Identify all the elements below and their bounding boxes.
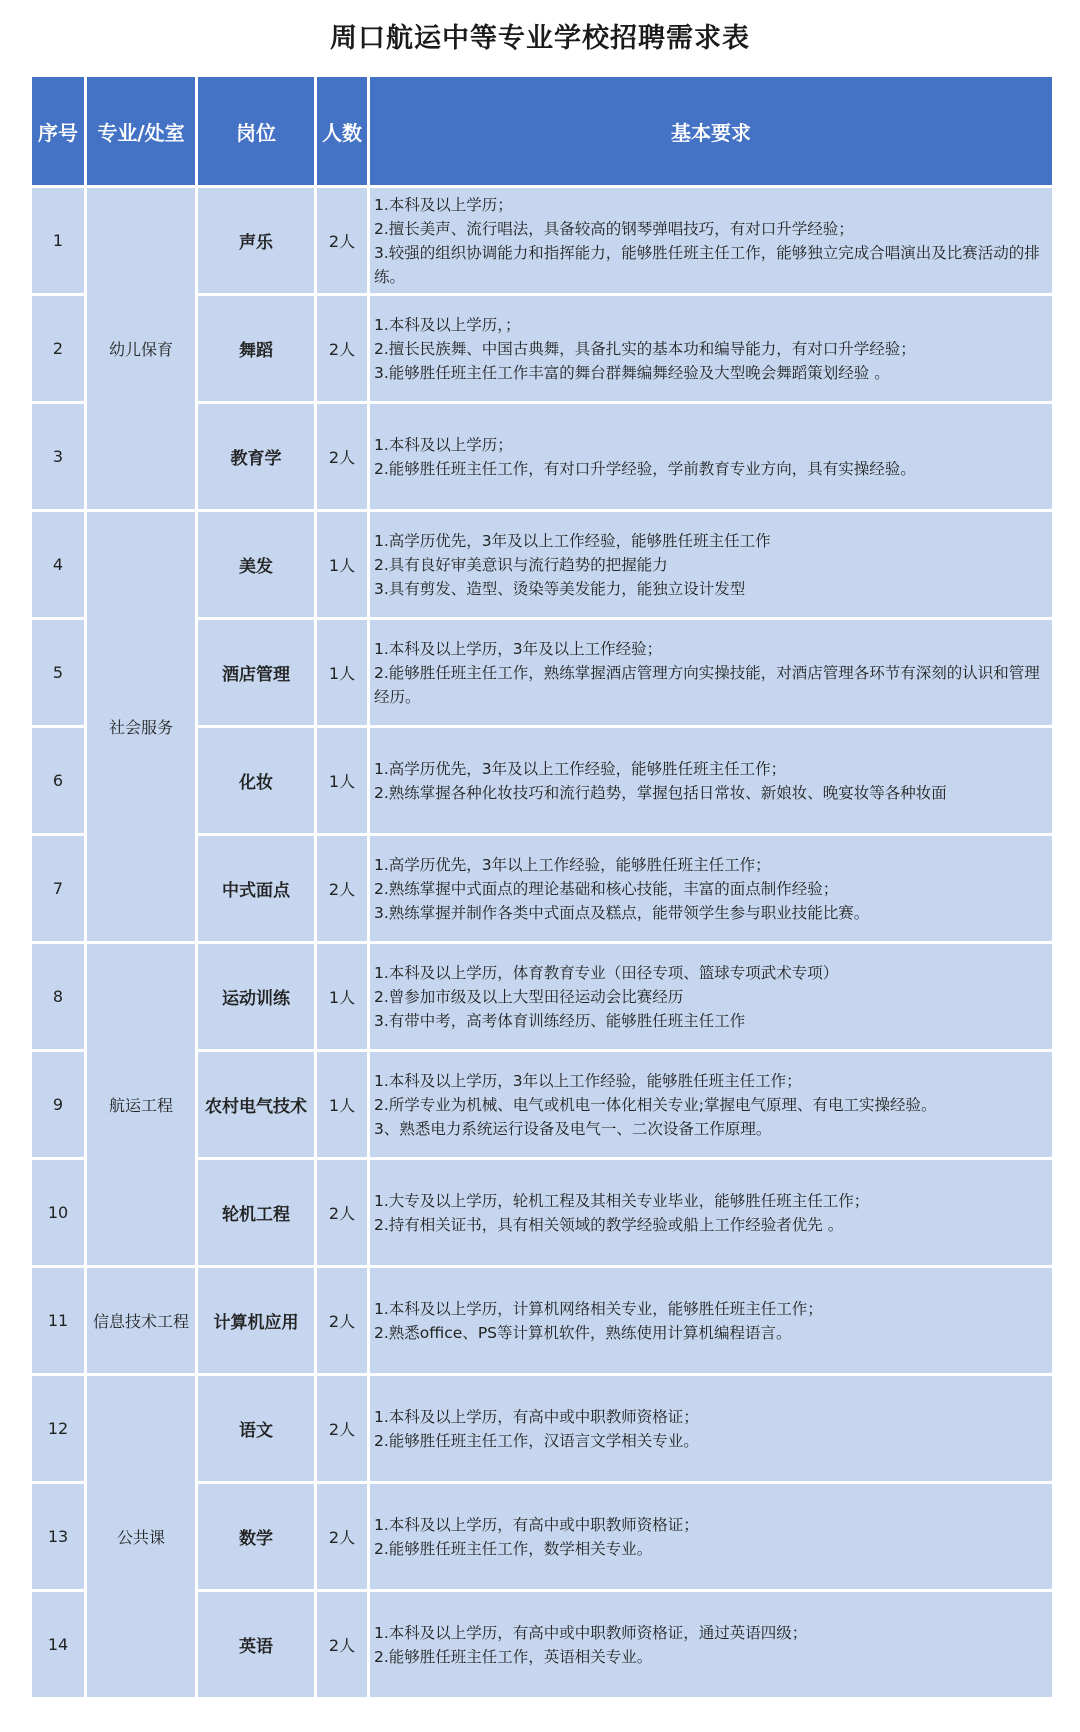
requirement-line: 2.熟练掌握中式面点的理论基础和核心技能，丰富的面点制作经验；: [374, 879, 839, 898]
dept-cell: 公共课: [87, 1376, 195, 1697]
requirement-line: 1.本科及以上学历；: [374, 195, 513, 214]
position-cell: 运动训练: [198, 944, 314, 1049]
count-cell: 2人: [317, 1160, 367, 1265]
row-index: 4: [32, 512, 84, 617]
requirement-line: 3.能够胜任班主任工作丰富的舞台群舞编舞经验及大型晚会舞蹈策划经验 。: [374, 363, 890, 382]
position-cell: 英语: [198, 1592, 314, 1697]
requirement-line: 2.能够胜任班主任工作，有对口升学经验，学前教育专业方向，具有实操经验。: [374, 459, 916, 478]
count-cell: 2人: [317, 1484, 367, 1589]
requirement-line: 1.高学历优先，3年及以上工作经验，能够胜任班主任工作；: [374, 759, 787, 778]
count-cell: 2人: [317, 1376, 367, 1481]
position-cell: 舞蹈: [198, 296, 314, 401]
position-cell: 教育学: [198, 404, 314, 509]
requirement-line: 1.本科及以上学历，3年以上工作经验，能够胜任班主任工作；: [374, 1071, 802, 1090]
table-row: [32, 188, 1052, 293]
position-cell: 数学: [198, 1484, 314, 1589]
requirement-line: 2.能够胜任班主任工作，汉语言文学相关专业。: [374, 1431, 699, 1450]
requirement-line: 2.擅长美声、流行唱法，具备较高的钢琴弹唱技巧，有对口升学经验；: [374, 219, 854, 238]
requirement-line: 3.较强的组织协调能力和指挥能力，能够胜任班主任工作，能够独立完成合唱演出及比赛活动的排练。: [374, 243, 1040, 286]
count-cell: 2人: [317, 1592, 367, 1697]
requirement-line: 1.本科及以上学历，计算机网络相关专业，能够胜任班主任工作；: [374, 1299, 823, 1318]
row-index: 8: [32, 944, 84, 1049]
count-cell: 2人: [317, 836, 367, 941]
requirement-line: 1.高学历优先，3年及以上工作经验，能够胜任班主任工作: [374, 531, 771, 550]
position-cell: 化妆: [198, 728, 314, 833]
requirements-cell: [370, 1268, 1052, 1373]
requirement-line: 3.有带中考，高考体育训练经历、能够胜任班主任工作: [374, 1011, 746, 1030]
dept-cell: 幼儿保育: [87, 188, 195, 509]
requirement-line: 2.擅长民族舞、中国古典舞，具备扎实的基本功和编导能力，有对口升学经验；: [374, 339, 916, 358]
count-cell: 1人: [317, 728, 367, 833]
requirements-cell: [370, 1484, 1052, 1589]
row-index: 12: [32, 1376, 84, 1481]
row-index: 10: [32, 1160, 84, 1265]
count-cell: 2人: [317, 1268, 367, 1373]
header-dept: 专业/处室: [87, 77, 195, 185]
requirement-line: 1.本科及以上学历，有高中或中职教师资格证；: [374, 1407, 699, 1426]
row-index: 3: [32, 404, 84, 509]
requirement-line: 1.高学历优先，3年以上工作经验，能够胜任班主任工作；: [374, 855, 771, 874]
row-index: 5: [32, 620, 84, 725]
count-cell: 2人: [317, 296, 367, 401]
requirement-line: 2.持有相关证书，具有相关领域的教学经验或船上工作经验者优先 。: [374, 1215, 844, 1234]
header-count: 人数: [317, 77, 367, 185]
requirements-cell: [370, 188, 1052, 293]
count-cell: 1人: [317, 1052, 367, 1157]
requirement-line: 2.能够胜任班主任工作，英语相关专业。: [374, 1647, 653, 1666]
position-cell: 轮机工程: [198, 1160, 314, 1265]
requirement-line: 1.本科及以上学历，；: [374, 315, 521, 334]
requirement-line: 1.本科及以上学历，体育教育专业（田径专项、篮球专项武术专项）: [374, 963, 839, 982]
requirements-cell: [370, 1592, 1052, 1697]
requirement-line: 2.具有良好审美意识与流行趋势的把握能力: [374, 555, 668, 574]
requirements-cell: [370, 1160, 1052, 1265]
table-row: [32, 1376, 1052, 1481]
count-cell: 1人: [317, 512, 367, 617]
position-cell: 中式面点: [198, 836, 314, 941]
position-cell: 美发: [198, 512, 314, 617]
row-index: 7: [32, 836, 84, 941]
count-cell: 1人: [317, 944, 367, 1049]
row-index: 9: [32, 1052, 84, 1157]
position-cell: 计算机应用: [198, 1268, 314, 1373]
header-row: [32, 77, 1052, 185]
requirements-cell: [370, 512, 1052, 617]
count-cell: 2人: [317, 188, 367, 293]
row-index: 13: [32, 1484, 84, 1589]
header-position: 岗位: [198, 77, 314, 185]
requirement-line: 1.本科及以上学历；: [374, 435, 513, 454]
page-title: 周口航运中等专业学校招聘需求表: [330, 23, 750, 54]
requirements-cell: [370, 836, 1052, 941]
dept-cell: 社会服务: [87, 512, 195, 941]
header-index: 序号: [32, 77, 84, 185]
table-row: [32, 512, 1052, 617]
requirements-cell: [370, 728, 1052, 833]
requirements-cell: [370, 296, 1052, 401]
position-cell: 语文: [198, 1376, 314, 1481]
row-index: 2: [32, 296, 84, 401]
requirement-line: 1.大专及以上学历，轮机工程及其相关专业毕业，能够胜任班主任工作；: [374, 1191, 870, 1210]
requirement-line: 2.熟练掌握各种化妆技巧和流行趋势，掌握包括日常妆、新娘妆、晚宴妆等各种妆面: [374, 783, 947, 802]
requirements-cell: [370, 1052, 1052, 1157]
table-row: [32, 944, 1052, 1049]
position-cell: 农村电气技术: [198, 1052, 314, 1157]
dept-cell: 信息技术工程: [87, 1268, 195, 1373]
requirement-line: 2.熟悉office、PS等计算机软件，熟练使用计算机编程语言。: [374, 1323, 792, 1342]
requirements-cell: [370, 404, 1052, 509]
position-cell: 声乐: [198, 188, 314, 293]
requirement-line: 2.能够胜任班主任工作，数学相关专业。: [374, 1539, 653, 1558]
header-requirements: 基本要求: [370, 77, 1052, 185]
dept-cell: 航运工程: [87, 944, 195, 1265]
requirement-line: 2.所学专业为机械、电气或机电一体化相关专业;掌握电气原理、有电工实操经验。: [374, 1095, 937, 1114]
requirement-line: 3.熟练掌握并制作各类中式面点及糕点，能带领学生参与职业技能比赛。: [374, 903, 870, 922]
requirement-line: 1.本科及以上学历，3年及以上工作经验；: [374, 639, 663, 658]
count-cell: 2人: [317, 404, 367, 509]
requirement-line: 1.本科及以上学历，有高中或中职教师资格证，通过英语四级；: [374, 1623, 808, 1642]
requirement-line: 2.曾参加市级及以上大型田径运动会比赛经历: [374, 987, 684, 1006]
position-cell: 酒店管理: [198, 620, 314, 725]
table-row: [32, 1268, 1052, 1373]
row-index: 6: [32, 728, 84, 833]
row-index: 14: [32, 1592, 84, 1697]
requirement-line: 3.具有剪发、造型、烫染等美发能力，能独立设计发型: [374, 579, 746, 598]
requirement-line: 3、熟悉电力系统运行设备及电气一、二次设备工作原理。: [374, 1119, 772, 1138]
requirements-cell: [370, 620, 1052, 725]
recruitment-table: [29, 74, 1055, 1700]
row-index: 1: [32, 188, 84, 293]
requirements-cell: [370, 1376, 1052, 1481]
requirements-cell: [370, 944, 1052, 1049]
count-cell: 1人: [317, 620, 367, 725]
row-index: 11: [32, 1268, 84, 1373]
requirement-line: 2.能够胜任班主任工作，熟练掌握酒店管理方向实操技能，对酒店管理各环节有深刻的认识和管理经历。: [374, 663, 1040, 706]
requirement-line: 1.本科及以上学历，有高中或中职教师资格证；: [374, 1515, 699, 1534]
